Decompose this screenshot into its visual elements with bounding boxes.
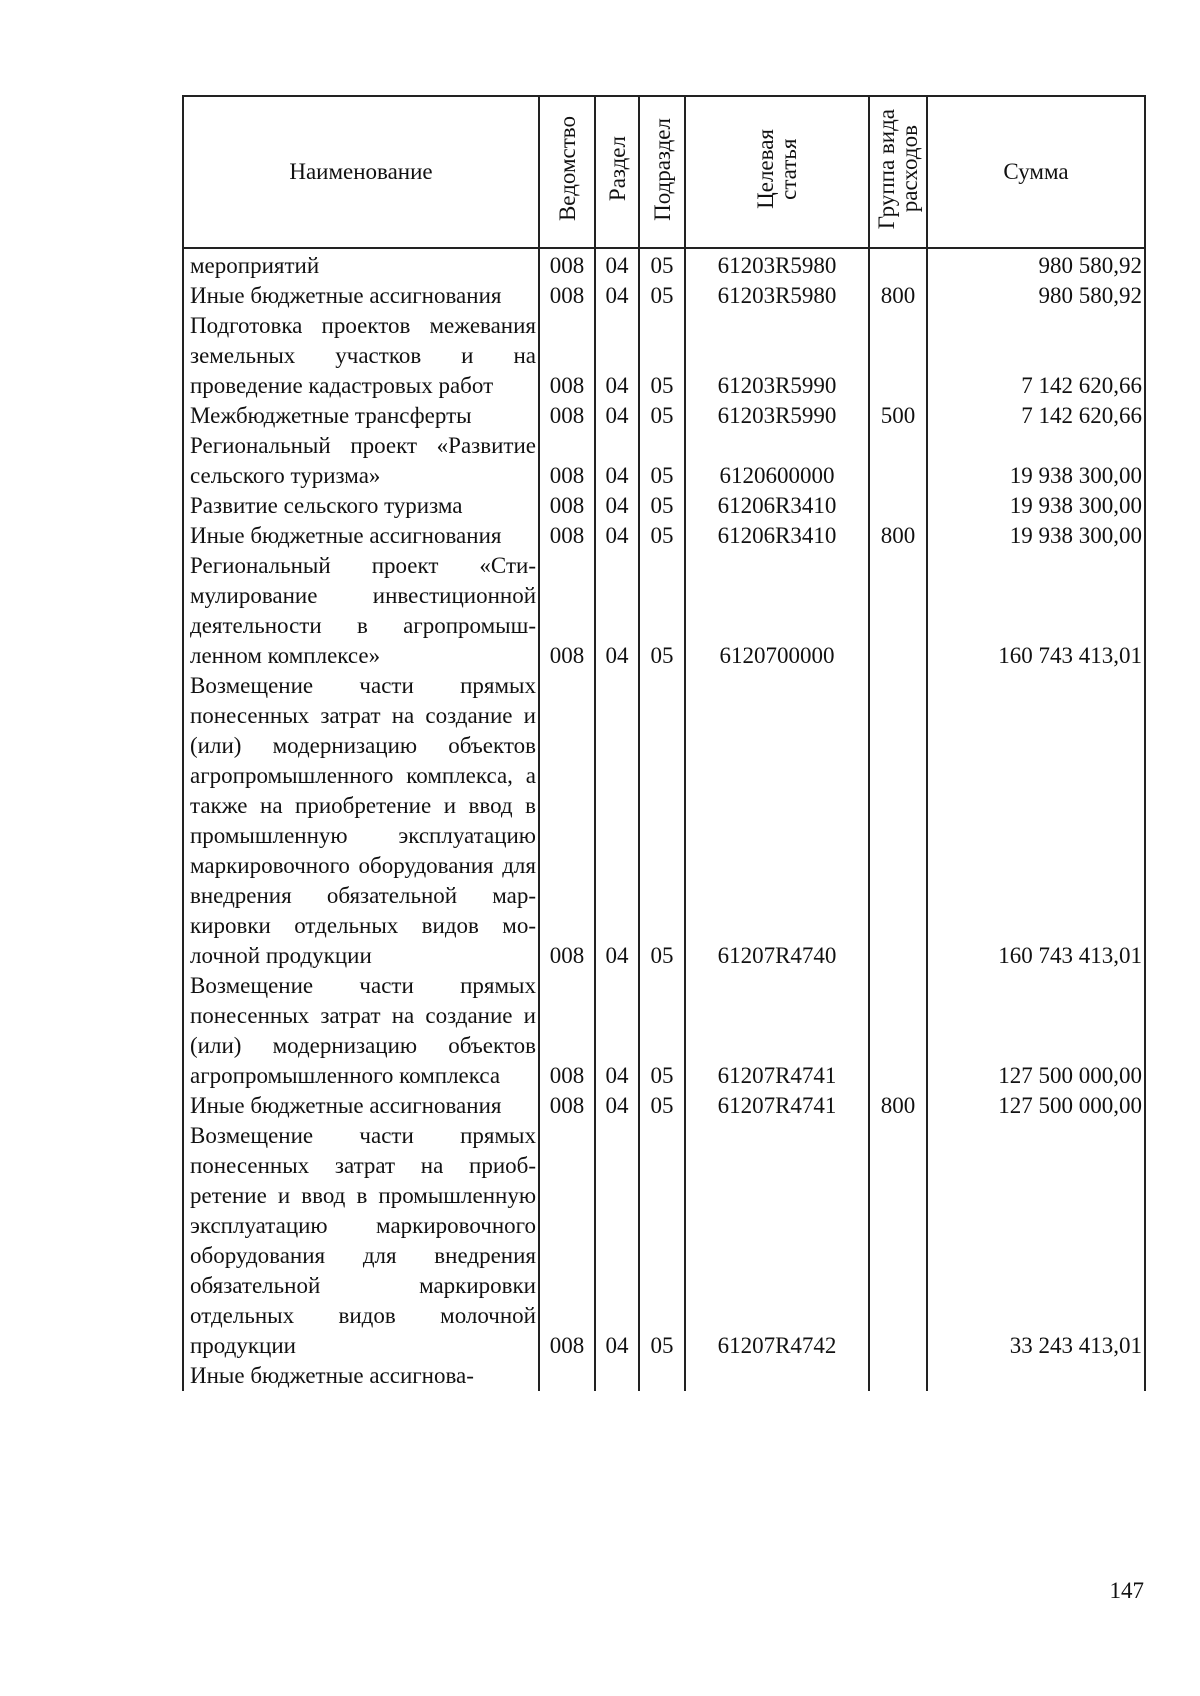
cell-summa: 7 142 620,66: [927, 311, 1145, 401]
cell-vedomstvo: 008: [539, 401, 595, 431]
table-header: [183, 96, 1145, 248]
budget-table: [182, 95, 1146, 1391]
cell-podrazdel: 05: [639, 311, 685, 401]
cell-name: Подготовка проектов межевания земельных участков и на проведение кадастровых работ: [183, 311, 539, 401]
cell-celevaya-statya: 61206R3410: [685, 491, 869, 521]
table-row: [183, 1121, 1145, 1361]
cell-podrazdel: 05: [639, 1121, 685, 1361]
table-row: [183, 1361, 1145, 1391]
cell-vedomstvo: [539, 1361, 595, 1391]
table-row: [183, 671, 1145, 971]
cell-name: Региональный проект «Развитие сельского туризма»: [183, 431, 539, 491]
cell-razdel: 04: [595, 248, 639, 281]
cell-gruppa-vida: 500: [869, 401, 927, 431]
cell-podrazdel: 05: [639, 281, 685, 311]
cell-vedomstvo: 008: [539, 671, 595, 971]
cell-summa: 980 580,92: [927, 248, 1145, 281]
cell-gruppa-vida: 800: [869, 1091, 927, 1121]
cell-celevaya-statya: 61203R5980: [685, 281, 869, 311]
cell-vedomstvo: 008: [539, 431, 595, 491]
cell-gruppa-vida: [869, 1361, 927, 1391]
cell-gruppa-vida: 800: [869, 521, 927, 551]
cell-name: Возмещение части прямых понесенных затрат на приобретение и ввод в промышленную эксплуатацию маркировочного оборудования для внедрения обязательной маркировки отдельных видов молочной продукции: [183, 1121, 539, 1361]
cell-podrazdel: 05: [639, 431, 685, 491]
cell-vedomstvo: 008: [539, 1121, 595, 1361]
cell-summa: 19 938 300,00: [927, 431, 1145, 491]
cell-podrazdel: [639, 1361, 685, 1391]
cell-name: Иные бюджетные ассигнования: [183, 1091, 539, 1121]
header-gruppa-vida-raskhodov: Группа вида расходов: [869, 96, 927, 248]
cell-gruppa-vida: [869, 671, 927, 971]
cell-razdel: 04: [595, 1091, 639, 1121]
cell-celevaya-statya: 61203R5980: [685, 248, 869, 281]
cell-celevaya-statya: [685, 1361, 869, 1391]
cell-razdel: 04: [595, 311, 639, 401]
cell-name: мероприятий: [183, 248, 539, 281]
cell-name: Иные бюджетные ассигнова-: [183, 1361, 539, 1391]
cell-celevaya-statya: 61203R5990: [685, 401, 869, 431]
cell-razdel: 04: [595, 971, 639, 1091]
cell-vedomstvo: 008: [539, 551, 595, 671]
cell-razdel: 04: [595, 491, 639, 521]
cell-celevaya-statya: 61207R4742: [685, 1121, 869, 1361]
cell-celevaya-statya: 6120700000: [685, 551, 869, 671]
cell-gruppa-vida: [869, 971, 927, 1091]
cell-vedomstvo: 008: [539, 1091, 595, 1121]
cell-summa: 980 580,92: [927, 281, 1145, 311]
table-row: [183, 281, 1145, 311]
cell-name: Возмещение части прямых понесенных затрат на создание и (или) модернизацию объектов агропромышленного комплекса: [183, 971, 539, 1091]
cell-podrazdel: 05: [639, 491, 685, 521]
cell-razdel: 04: [595, 521, 639, 551]
cell-name: Региональный проект «Стимулирование инвестиционной деятельности в агропромышленном комплексе»: [183, 551, 539, 671]
header-vedomstvo: Ведомство: [539, 96, 595, 248]
cell-celevaya-statya: 61207R4741: [685, 971, 869, 1091]
cell-gruppa-vida: [869, 311, 927, 401]
table-body: [183, 248, 1145, 1391]
cell-vedomstvo: 008: [539, 491, 595, 521]
cell-celevaya-statya: 61206R3410: [685, 521, 869, 551]
cell-name: Иные бюджетные ассигнования: [183, 281, 539, 311]
cell-podrazdel: 05: [639, 1091, 685, 1121]
cell-summa: 19 938 300,00: [927, 491, 1145, 521]
cell-gruppa-vida: [869, 431, 927, 491]
cell-gruppa-vida: [869, 491, 927, 521]
table-row: [183, 311, 1145, 401]
table-row: [183, 551, 1145, 671]
cell-vedomstvo: 008: [539, 248, 595, 281]
cell-celevaya-statya: 61207R4741: [685, 1091, 869, 1121]
cell-celevaya-statya: 61203R5990: [685, 311, 869, 401]
cell-name: Иные бюджетные ассигнования: [183, 521, 539, 551]
cell-summa: 160 743 413,01: [927, 551, 1145, 671]
cell-vedomstvo: 008: [539, 971, 595, 1091]
cell-summa: 127 500 000,00: [927, 1091, 1145, 1121]
page-number: 147: [1109, 1578, 1144, 1603]
cell-celevaya-statya: 6120600000: [685, 431, 869, 491]
header-celevaya-statya: Целевая статья: [685, 96, 869, 248]
cell-name: Межбюджетные трансферты: [183, 401, 539, 431]
cell-summa: 33 243 413,01: [927, 1121, 1145, 1361]
cell-razdel: 04: [595, 551, 639, 671]
cell-celevaya-statya: 61207R4740: [685, 671, 869, 971]
cell-name: Развитие сельского туризма: [183, 491, 539, 521]
table-row: [183, 401, 1145, 431]
cell-podrazdel: 05: [639, 401, 685, 431]
cell-vedomstvo: 008: [539, 281, 595, 311]
cell-razdel: 04: [595, 401, 639, 431]
header-podrazdel: Подраздел: [639, 96, 685, 248]
cell-summa: 160 743 413,01: [927, 671, 1145, 971]
cell-podrazdel: 05: [639, 971, 685, 1091]
table-row: [183, 971, 1145, 1091]
cell-summa: 127 500 000,00: [927, 971, 1145, 1091]
cell-name: Возмещение части прямых понесенных затрат на создание и (или) модернизацию объектов агропромышленного комплекса, а также на приобретение и ввод в промышленную эксплуатацию маркировочного оборудования для внедрения обязательной маркировки отдельных видов молочной продукции: [183, 671, 539, 971]
cell-podrazdel: 05: [639, 248, 685, 281]
header-summa: Сумма: [927, 96, 1145, 248]
table-row: [183, 1091, 1145, 1121]
table-row: [183, 491, 1145, 521]
cell-gruppa-vida: 800: [869, 281, 927, 311]
cell-gruppa-vida: [869, 248, 927, 281]
table-row: [183, 248, 1145, 281]
cell-summa: [927, 1361, 1145, 1391]
cell-gruppa-vida: [869, 551, 927, 671]
table-row: [183, 431, 1145, 491]
cell-razdel: 04: [595, 671, 639, 971]
cell-podrazdel: 05: [639, 521, 685, 551]
cell-gruppa-vida: [869, 1121, 927, 1361]
cell-summa: 19 938 300,00: [927, 521, 1145, 551]
cell-razdel: 04: [595, 281, 639, 311]
cell-vedomstvo: 008: [539, 311, 595, 401]
cell-razdel: 04: [595, 1121, 639, 1361]
header-name: Наименование: [183, 96, 539, 248]
cell-summa: 7 142 620,66: [927, 401, 1145, 431]
table-row: [183, 521, 1145, 551]
cell-razdel: [595, 1361, 639, 1391]
cell-podrazdel: 05: [639, 551, 685, 671]
cell-podrazdel: 05: [639, 671, 685, 971]
header-razdel: Раздел: [595, 96, 639, 248]
cell-razdel: 04: [595, 431, 639, 491]
cell-vedomstvo: 008: [539, 521, 595, 551]
